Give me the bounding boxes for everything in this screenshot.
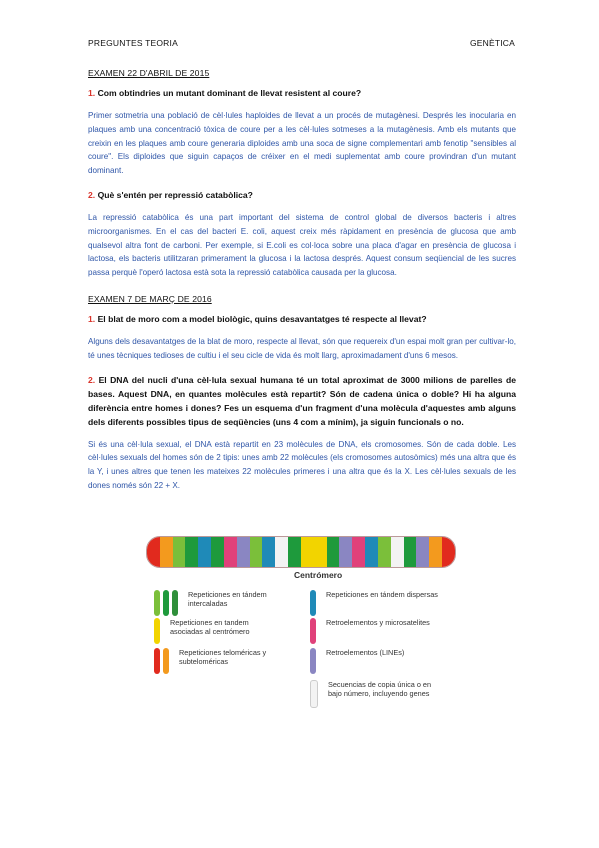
chromosome-band [147,537,160,567]
chromosome-band [404,537,417,567]
legend-swatch [154,648,169,674]
legend-swatch [310,618,316,644]
chromosome-band [339,537,352,567]
chromosome-band [442,537,455,567]
legend-label: Repeticiones en tandem asociadas al centrómero [170,618,250,636]
chromosome-band [288,537,301,567]
legend-label: Retroelementos y microsatelites [326,618,430,627]
legend-color-bar [310,618,316,644]
question-2016-2 [88,373,516,429]
chromosome-band [237,537,250,567]
legend-item [310,618,438,644]
answer-2016-2: Si és una cèl·lula sexual, el DNA està repartit en 23 molècules de DNA, els cromosomes. Són de cada doble. Les cèl·lules sexuals del homes són de 2 tipis: unes amb 22 molècules (els cromosomes autosòmics) més una altra que és la Y, i unes altres que tenen les mateixes 22 molècules primeres i una altra que és la X. Les cèl·lules sexuals de les dones només són 22 + X. [88,439,516,490]
chromosome-band [185,537,198,567]
exam-title-2016: EXAMEN 7 DE MARÇ DE 2016 [88,293,212,304]
legend-color-bar [163,648,169,674]
legend-label: Repeticiones en tándem intercaladas [188,590,267,608]
question-text: Com obtindries un mutant dominant de llevat resistent al coure? [97,88,362,98]
question-number: 2. [88,374,96,385]
legend-label: Secuencias de copia única o en bajo número, incluyendo genes [328,680,432,698]
question-2016-1 [88,312,516,326]
legend-color-bar [163,590,169,616]
chromosome-band [211,537,224,567]
chromosome-diagram [146,536,456,568]
legend-swatch [154,618,160,644]
chromosome-band [391,537,404,567]
header-left: PREGUNTES TEORIA [88,38,178,48]
legend-color-bar [172,590,178,616]
legend-swatch [310,590,316,616]
legend-item [310,648,438,674]
chromosome-band [327,537,340,567]
legend-label: Repeticiones teloméricas y subteloméricas [179,648,267,666]
legend-color-bar [154,648,160,674]
chromosome-band [301,537,314,567]
legend-color-bar [310,680,318,708]
answer-2016-1: Alguns dels desavantatges de la blat de moro, respecte al llevat, són que requereix d'un espai molt gran per cultivar-lo, té unes tècniques tedioses de cultiu i el seu cicle de vida és molt llarg, aproximadament d'uns 6 mesos. [88,336,516,360]
chromosome-band [352,537,365,567]
legend-swatch [310,648,316,674]
chromosome-band [160,537,173,567]
legend-item [154,618,282,644]
question-text: El blat de moro com a model biològic, quins desavantatges té respecte al llevat? [97,313,427,324]
answer-2015-2: La repressió catabòlica és una part important del sistema de control global de diversos bacteris i altres microorganismes. En el cas del bacteri E. coli, aquest creix més ràpidament en presència de glucosa que amb qualsevol altra font de carboni. Per exemple, si E.coli es col·loca sobre una placa d'agar en presència de glucosa i lactosa, els bacteris utilitzaran primerament la glucosa i la lactosa després. Aquest consum seqüencial de les sucres passa perquè l'operó lactosa està sota la repressió catabòlica causada per la glucosa. [88,212,516,278]
chromosome-figure [140,530,465,698]
question-number: 2. [88,189,96,200]
chromosome-band [173,537,186,567]
question-2015-1 [88,86,516,100]
legend-color-bar [310,648,316,674]
chromosome-band [429,537,442,567]
question-2015-2 [88,188,516,202]
document-body [88,68,516,503]
legend-item [310,680,440,708]
question-number: 1. [88,88,96,98]
legend-item [310,590,438,616]
chromosome-band [262,537,275,567]
legend-item [154,590,300,616]
question-number: 1. [88,313,96,324]
legend-label: Retroelementos (LINEs) [326,648,405,657]
chromosome-band [275,537,288,567]
legend-color-bar [154,618,160,644]
legend-swatch [154,590,178,616]
legend-item [154,648,291,674]
chromosome-band [365,537,378,567]
header-right: GENÈTICA [469,38,515,48]
chromosome-band [416,537,429,567]
legend-label: Repeticiones en tándem dispersas [326,590,438,599]
chromosome-band [198,537,211,567]
question-text: El DNA del nucli d'una cèl·lula sexual humana té un total aproximat de 3000 milions de parelles de bases. Aquest DNA, en quantes molècules està repartit? Són de cadena única o doble? Hi ha alguna diferència entre homes i dones? Fes un esquema d'un fragment d'una molècula d'aquestes amb alguns dels diferents possibles tipus de seqüències (uns 4 com a mínim), ja siguin funcionals o no. [88,374,516,427]
question-text: Què s'entén per repressió catabòlica? [97,189,253,200]
exam-title-2015: EXAMEN 22 D'ABRIL DE 2015 [88,68,210,78]
chromosome-band [224,537,237,567]
chromosome-band [314,537,327,567]
chromosome-band [250,537,263,567]
legend-color-bar [154,590,160,616]
centromere-label: Centrómero [294,570,343,580]
answer-2015-1: Primer sotmetria una població de cèl·lules haploides de llevat a un procés de mutagènesi. Després les inocularia en plaques amb una concentració tòxica de coure per a les cèl·lules sotmeses a la mutagènesis. Amb els mutants que creixin en les plaques amb coure generaria diploides amb una soca de signe complementari amb fenotip "sensibles al coure". Els diploides que siguin capaços de créixer en el medi suplementat amb coure provindran d'un mutant dominant. [88,111,516,176]
legend-swatch [310,680,318,708]
chromosome-band [378,537,391,567]
legend-color-bar [310,590,316,616]
